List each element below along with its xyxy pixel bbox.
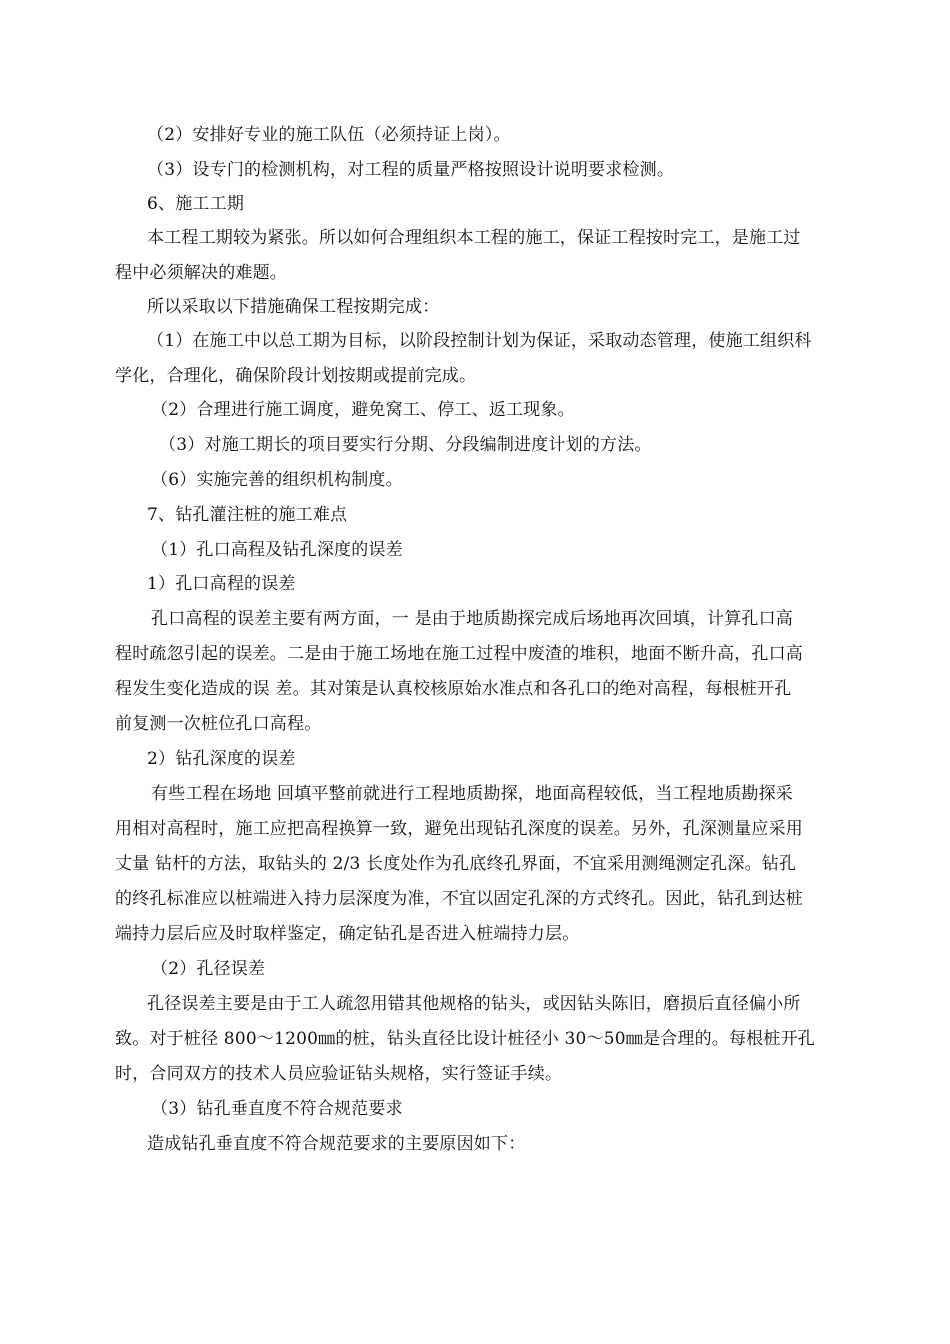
text-line: 程中必须解决的难题。 — [115, 263, 287, 283]
section-heading: 6、施工工期 — [147, 194, 245, 214]
text-line: 所以采取以下措施确保工程按期完成： — [147, 297, 440, 317]
text-line: 时，合同双方的技术人员应验证钻头规格，实行签证手续。 — [115, 1064, 563, 1084]
text-line: 有些工程在场地 回填平整前就进行工程地质勘探，地面高程较低，当工程地质勘探采 — [151, 784, 794, 804]
text-line: 学化，合理化，确保阶段计划按期或提前完成。 — [115, 366, 477, 386]
text-line: 用相对高程时，施工应把高程换算一致，避免出现钻孔深度的误差。另外，孔深测量应采用 — [115, 819, 803, 839]
text-line: （2）安排好专业的施工队伍（必须持证上岗）。 — [147, 125, 511, 145]
text-line: 丈量 钻杆的方法，取钻头的 2/3 长度处作为孔底终孔界面，不宜采用测绳测定孔深。钻孔 — [115, 854, 797, 874]
subsection-heading: （3）钻孔垂直度不符合规范要求 — [151, 1099, 403, 1119]
text-line: （1）在施工中以总工期为目标，以阶段控制计划为保证，采取动态管理，使施工组织科 — [147, 331, 812, 351]
text-line: 孔径误差主要是由于工人疏忽用错其他规格的钻头，或因钻头陈旧，磨损后直径偏小所 — [147, 994, 801, 1014]
text-line: 程发生变化造成的误 差。其对策是认真校核原始水准点和各孔口的绝对高程，每根桩开孔 — [115, 679, 792, 699]
text-line: （3）对施工期长的项目要实行分期、分段编制进度计划的方法。 — [159, 435, 652, 455]
text-line: 孔口高程的误差主要有两方面，一 是由于地质勘探完成后场地再次回填，计算孔口高 — [151, 609, 794, 629]
text-line: （6）实施完善的组织机构制度。 — [151, 470, 403, 490]
text-line: 造成钻孔垂直度不符合规范要求的主要原因如下： — [147, 1134, 526, 1154]
text-line: （2）合理进行施工调度，避免窝工、停工、返工现象。 — [151, 400, 575, 420]
text-line: 程时疏忽引起的误差。二是由于施工场地在施工过程中废渣的堆积，地面不断升高，孔口高 — [115, 644, 803, 664]
text-line: （3）设专门的检测机构，对工程的质量严格按照设计说明要求检测。 — [147, 160, 675, 180]
text-line: 的终孔标准应以桩端进入持力层深度为准，不宜以固定孔深的方式终孔。因此，钻孔到达桩 — [115, 889, 803, 909]
text-line: 本工程工期较为紧张。所以如何合理组织本工程的施工，保证工程按时完工，是施工过 — [147, 228, 801, 248]
section-heading: 7、钻孔灌注桩的施工难点 — [147, 505, 348, 525]
text-line: 端持力层后应及时取样鉴定，确定钻孔是否进入桩端持力层。 — [115, 924, 580, 944]
subsection-heading: （1）孔口高程及钻孔深度的误差 — [151, 540, 403, 560]
text-line: 致。对于桩径 800～1200㎜的桩，钻头直径比设计桩径小 30～50㎜是合理的。每根桩开孔 — [115, 1029, 815, 1049]
text-line: 前复测一次桩位孔口高程。 — [115, 714, 322, 734]
subsection-heading: 2）钻孔深度的误差 — [147, 749, 296, 769]
subsection-heading: 1）孔口高程的误差 — [147, 574, 296, 594]
subsection-heading: （2）孔径误差 — [151, 959, 266, 979]
